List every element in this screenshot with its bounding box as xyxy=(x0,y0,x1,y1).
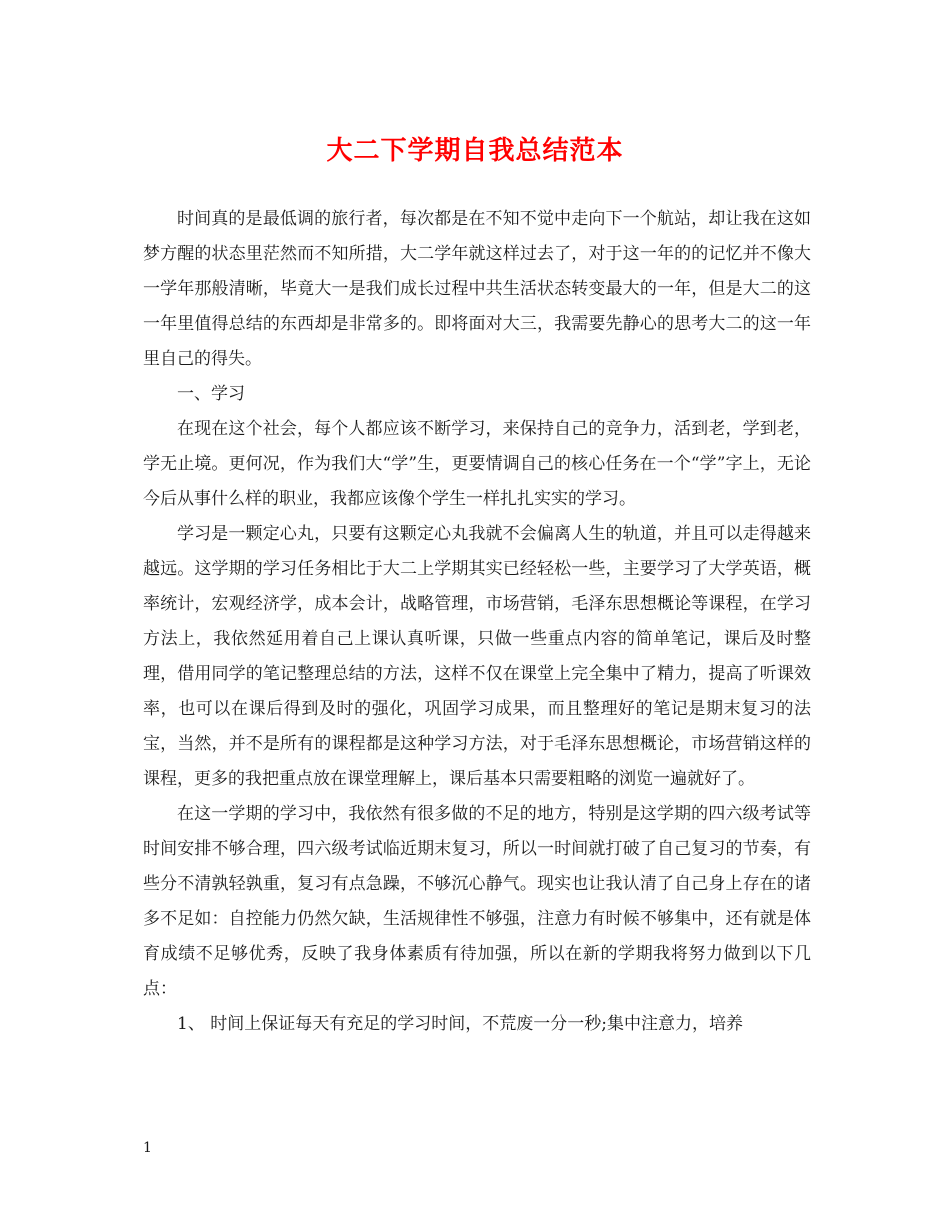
page-number: 1 xyxy=(143,1140,152,1156)
document-title: 大二下学期自我总结范本 xyxy=(326,136,624,166)
paragraph-intro: 时间真的是最低调的旅行者，每次都是在不知不觉中走向下一个航站，却让我在这如梦方醒的状态里茫然而不知所措，大二学年就这样过去了，对于这一年的的记忆并不像大一学年那般清晰，毕竟大一是我们成长过程中共生活状态转变最大的一年，但是大二的这一年里值得总结的东西却是非常多的。即将面对大三，我需要先静心的思考大二的这一年里自己的得失。 xyxy=(143,209,811,369)
section-heading-study: 一、学习 xyxy=(177,384,245,404)
list-item-1: 1、 时间上保证每天有充足的学习时间，不荒废一分一秒;集中注意力，培养 xyxy=(177,1014,743,1034)
paragraph-shortcomings: 在这一学期的学习中，我依然有很多做的不足的地方，特别是这学期的四六级考试等时间安排不够合理，四六级考试临近期末复习，所以一时间就打破了自己复习的节奏，有些分不清孰轻孰重，复习有点急躁，不够沉心静气。现实也让我认清了自己身上存在的诸多不足如：自控能力仍然欠缺，生活规律性不够强，注意力有时候不够集中，还有就是体育成绩不足够优秀，反映了我身体素质有待加强，所以在新的学期我将努力做到以下几点： xyxy=(143,804,811,999)
document-body xyxy=(143,202,811,1042)
paragraph-learning-importance: 在现在这个社会，每个人都应该不断学习，来保持自己的竞争力，活到老，学到老，学无止境。更何况，作为我们大“学”生，更要情调自己的核心任务在一个“学”字上，无论今后从事什么样的职业，我都应该像个学生一样扎扎实实的学习。 xyxy=(143,419,811,509)
paragraph-study-methods: 学习是一颗定心丸，只要有这颗定心丸我就不会偏离人生的轨道，并且可以走得越来越远。这学期的学习任务相比于大二上学期其实已经轻松一些，主要学习了大学英语，概率统计，宏观经济学，成本会计，战略管理，市场营销，毛泽东思想概论等课程，在学习方法上，我依然延用着自己上课认真听课，只做一些重点内容的简单笔记，课后及时整理，借用同学的笔记整理总结的方法，这样不仅在课堂上完全集中了精力，提高了听课效率，也可以在课后得到及时的强化，巩固学习成果，而且整理好的笔记是期末复习的法宝，当然，并不是所有的课程都是这种学习方法，对于毛泽东思想概论，市场营销这样的课程，更多的我把重点放在课堂理解上，课后基本只需要粗略的浏览一遍就好了。 xyxy=(143,524,811,789)
